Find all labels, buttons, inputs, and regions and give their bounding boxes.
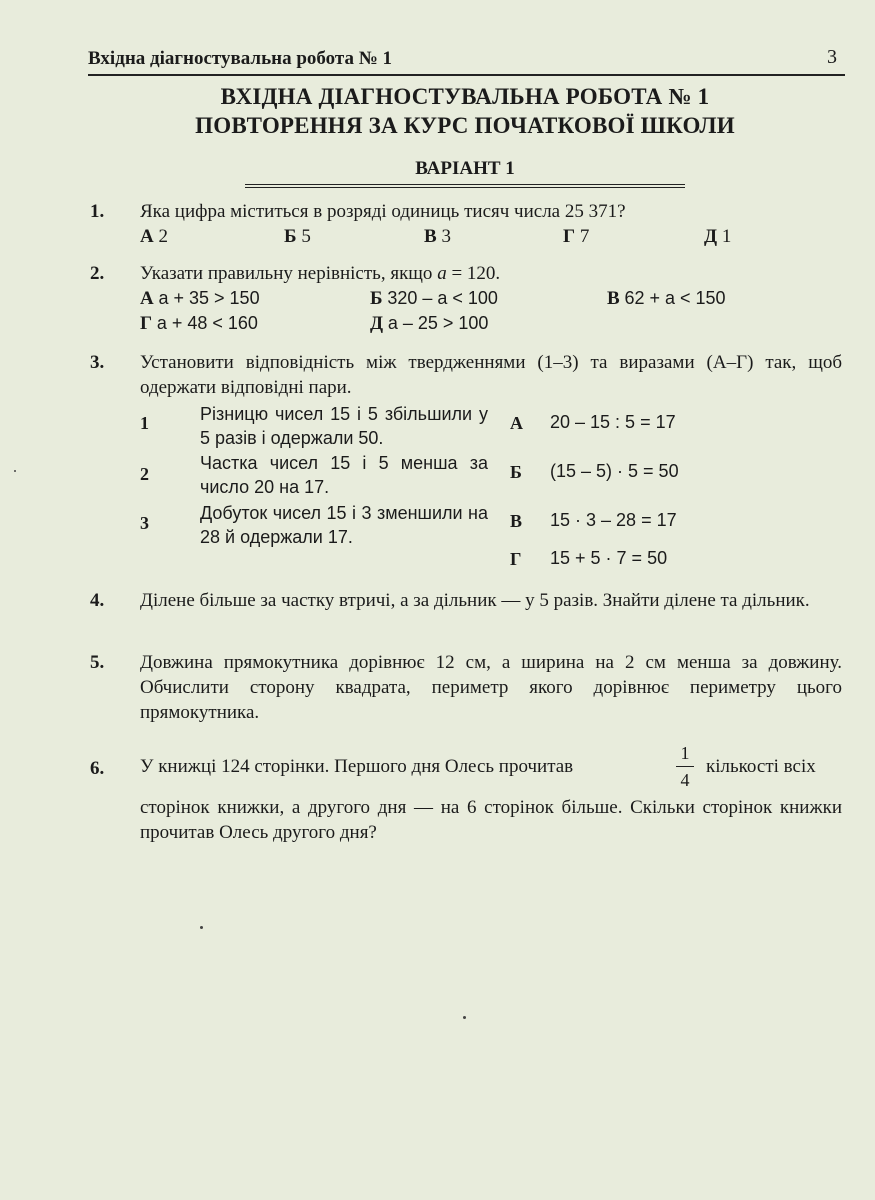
fraction-numerator: 1: [680, 743, 690, 763]
q1-option-e: Д 1: [704, 226, 732, 247]
paper-speck: [463, 1016, 466, 1019]
q3-number: 3.: [90, 352, 105, 373]
q3-expression: 15 + 5 · 7 = 50: [550, 548, 668, 568]
q6-text-start: У книжці 124 сторінки. Першого дня Олесь прочитав: [140, 756, 574, 777]
fraction-denominator: 4: [680, 770, 690, 790]
q3-expression: 15 · 3 – 28 = 17: [550, 510, 677, 530]
q3-statement-number: 1: [140, 413, 149, 433]
q6-text-after-fraction: кількості всіх: [706, 756, 816, 777]
q2-number: 2.: [90, 263, 105, 284]
running-title: Вхідна діагностувальна робота № 1: [88, 48, 393, 69]
page-number: 3: [827, 46, 837, 68]
q6-number: 6.: [90, 758, 105, 779]
work-subtitle: ПОВТОРЕННЯ ЗА КУРС ПОЧАТКОВОЇ ШКОЛИ: [195, 113, 735, 138]
q3-expression: (15 – 5) · 5 = 50: [550, 461, 679, 481]
q3-expression-letter: А: [510, 413, 523, 433]
q3-expression-letter: В: [510, 511, 523, 531]
paper-speck: [14, 470, 16, 472]
q4-text: Ділене більше за частку втричі, а за дільник — у 5 разів. Знайти ділене та дільник.: [140, 590, 810, 611]
paper-speck: [200, 926, 203, 929]
running-header: [88, 46, 845, 76]
q5-text: Довжина прямокутника дорівнює 12 см, а ширина на 2 см менша за довжину. Обчислити сторону квадрата, периметр якого дорівнює периметру цього прямокутника.: [140, 652, 842, 723]
variant-heading: ВАРІАНТ 1: [245, 158, 685, 185]
q1-number: 1.: [90, 201, 105, 222]
q3-statement-number: 3: [140, 513, 149, 533]
q1-option-b: Б 5: [284, 226, 311, 247]
q1-option-a: А 2: [140, 226, 168, 247]
q6-text-rest: сторінок книжки, а другого дня — на 6 сторінок більше. Скільки сторінок книжки прочитав Олесь другого дня?: [140, 797, 842, 843]
q3-expression: 20 – 15 : 5 = 17: [550, 412, 676, 432]
q2-option-a: А a + 35 > 150: [140, 288, 260, 309]
q5-number: 5.: [90, 652, 105, 673]
q3-statement-text: Різницю чисел 15 і 5 збільшили у 5 разів і одержали 50.: [200, 404, 488, 448]
q2-option-e: Д a – 25 > 100: [370, 313, 489, 334]
q1-option-c: В 3: [424, 226, 451, 247]
q3-statement-number: 2: [140, 464, 149, 484]
q3-expression-letter: Г: [510, 549, 522, 569]
q3-text: Установити відповідність між твердженнями (1–3) та виразами (А–Г) так, щоб одержати відповідні пари.: [140, 352, 842, 398]
work-title: ВХІДНА ДІАГНОСТУВАЛЬНА РОБОТА № 1: [220, 84, 710, 109]
q2-option-b: Б 320 – a < 100: [370, 288, 498, 309]
q6-fraction: [676, 742, 694, 791]
q3-expression-letter: Б: [510, 462, 522, 482]
q1-text: Яка цифра міститься в розряді одиниць тисяч числа 25 371?: [140, 201, 626, 222]
q2-option-d: Г a + 48 < 160: [140, 313, 258, 334]
fraction-bar: [676, 766, 694, 767]
q2-option-c: В 62 + a < 150: [607, 288, 726, 309]
q4-number: 4.: [90, 590, 105, 611]
q3-statement-text: Частка чисел 15 і 5 менша за число 20 на 17.: [200, 453, 488, 497]
q1-option-d: Г 7: [563, 226, 590, 247]
variant-underline: [245, 187, 685, 188]
q3-statement-text: Добуток чисел 15 і 3 зменшили на 28 й одержали 17.: [200, 503, 488, 547]
q2-text: Указати правильну нерівність, якщо a = 120.: [140, 263, 501, 284]
